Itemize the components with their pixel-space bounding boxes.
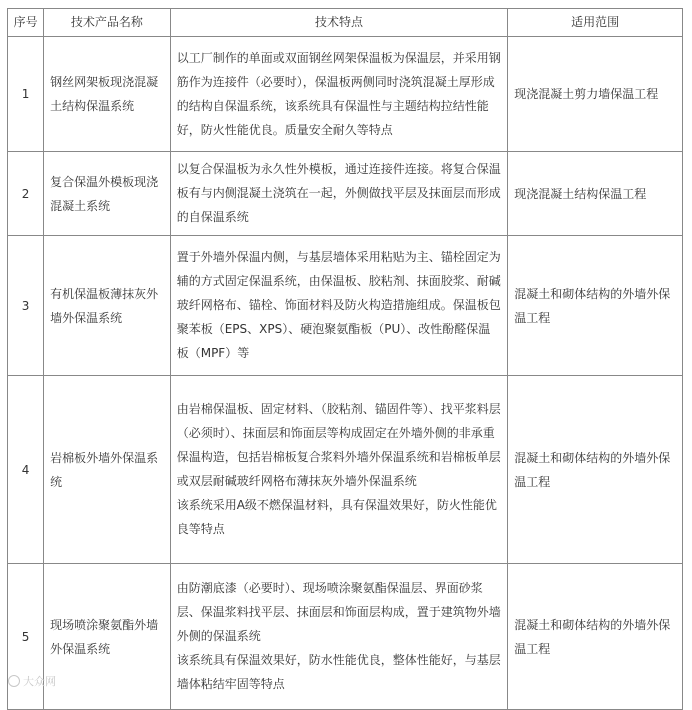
row-scope: 混凝土和砌体结构的外墙外保温工程 bbox=[508, 236, 683, 376]
table-row bbox=[8, 152, 683, 236]
row-name: 岩棉板外墙外保温系统 bbox=[44, 376, 171, 564]
row-features bbox=[170, 37, 508, 152]
table-row bbox=[8, 376, 683, 564]
row-scope: 现浇混凝土剪力墙保温工程 bbox=[508, 37, 683, 152]
tech-table bbox=[7, 8, 683, 710]
feature-text: 以工厂制作的单面或双面钢丝网架保温板为保温层，并采用钢筋作为连接件（必要时），保温板两侧同时浇筑混凝土厚形成的结构自保温系统，该系统具有保温性与主题结构拉结性能好，防火性能优良。质量安全耐久等特点 bbox=[176, 50, 501, 137]
row-no: 3 bbox=[8, 236, 44, 376]
row-no: 1 bbox=[8, 37, 44, 152]
row-name: 钢丝网架板现浇混凝土结构保温系统 bbox=[44, 37, 171, 152]
row-name: 复合保温外模板现浇混凝土系统 bbox=[44, 152, 171, 236]
watermark bbox=[8, 673, 56, 689]
row-no: 2 bbox=[8, 152, 44, 236]
feature-text: 由岩棉保温板、固定材料、（胶粘剂、锚固件等）、找平浆料层（必须时）、抹面层和饰面层等构成固定在外墙外侧的非承重保温构造，包括岩棉板复合浆料外墙外保温系统和岩棉板单层或双层耐碱玻纤网格布薄抹灰外墙外保温系统 bbox=[176, 402, 501, 488]
feature-text: 该系统采用A级不燃保温材料，具有保温效果好，防火性能优良等特点 bbox=[176, 498, 497, 536]
row-features bbox=[170, 564, 508, 710]
header-scope: 适用范围 bbox=[508, 9, 683, 37]
row-features bbox=[170, 376, 508, 564]
feature-text: 由防潮底漆（必要时）、现场喷涂聚氨酯保温层、界面砂浆层、保温浆料找平层、抹面层和饰面层构成，置于建筑物外墙外侧的保温系统 bbox=[176, 581, 501, 643]
row-features bbox=[170, 152, 508, 236]
header-name: 技术产品名称 bbox=[44, 9, 171, 37]
row-name: 有机保温板薄抹灰外墙外保温系统 bbox=[44, 236, 171, 376]
feature-text: 以复合保温板为永久性外模板，通过连接件连接。将复合保温板有与内侧混凝土浇筑在一起，外侧做找平层及抹面层而形成的自保温系统 bbox=[176, 162, 501, 224]
feature-text: 该系统具有保温效果好，防水性能优良，整体性能好，与基层墙体粘结牢固等特点 bbox=[176, 653, 501, 691]
header-no: 序号 bbox=[8, 9, 44, 37]
table-row bbox=[8, 37, 683, 152]
header-features: 技术特点 bbox=[170, 9, 508, 37]
header-row bbox=[8, 9, 683, 37]
table-row bbox=[8, 236, 683, 376]
feature-text: 置于外墙外保温内侧，与基层墙体采用粘贴为主、锚栓固定为辅的方式固定保温系统，由保温板、胶粘剂、抹面胶浆、耐碱玻纤网格布、锚栓、饰面材料及防火构造措施组成。保温板包聚苯板（EPS、XPS）、硬泡聚氨酯板（PU）、改性酚醛保温板（MPF）等 bbox=[176, 250, 501, 360]
watermark-text: 大众网 bbox=[23, 675, 56, 688]
row-no: 5 bbox=[8, 564, 44, 710]
row-scope: 混凝土和砌体结构的外墙外保温工程 bbox=[508, 564, 683, 710]
row-name: 现场喷涂聚氨酯外墙外保温系统 bbox=[44, 564, 171, 710]
row-no: 4 bbox=[8, 376, 44, 564]
watermark-logo-icon bbox=[8, 675, 20, 687]
row-scope: 混凝土和砌体结构的外墙外保温工程 bbox=[508, 376, 683, 564]
row-features bbox=[170, 236, 508, 376]
row-scope: 现浇混凝土结构保温工程 bbox=[508, 152, 683, 236]
table-row bbox=[8, 564, 683, 710]
